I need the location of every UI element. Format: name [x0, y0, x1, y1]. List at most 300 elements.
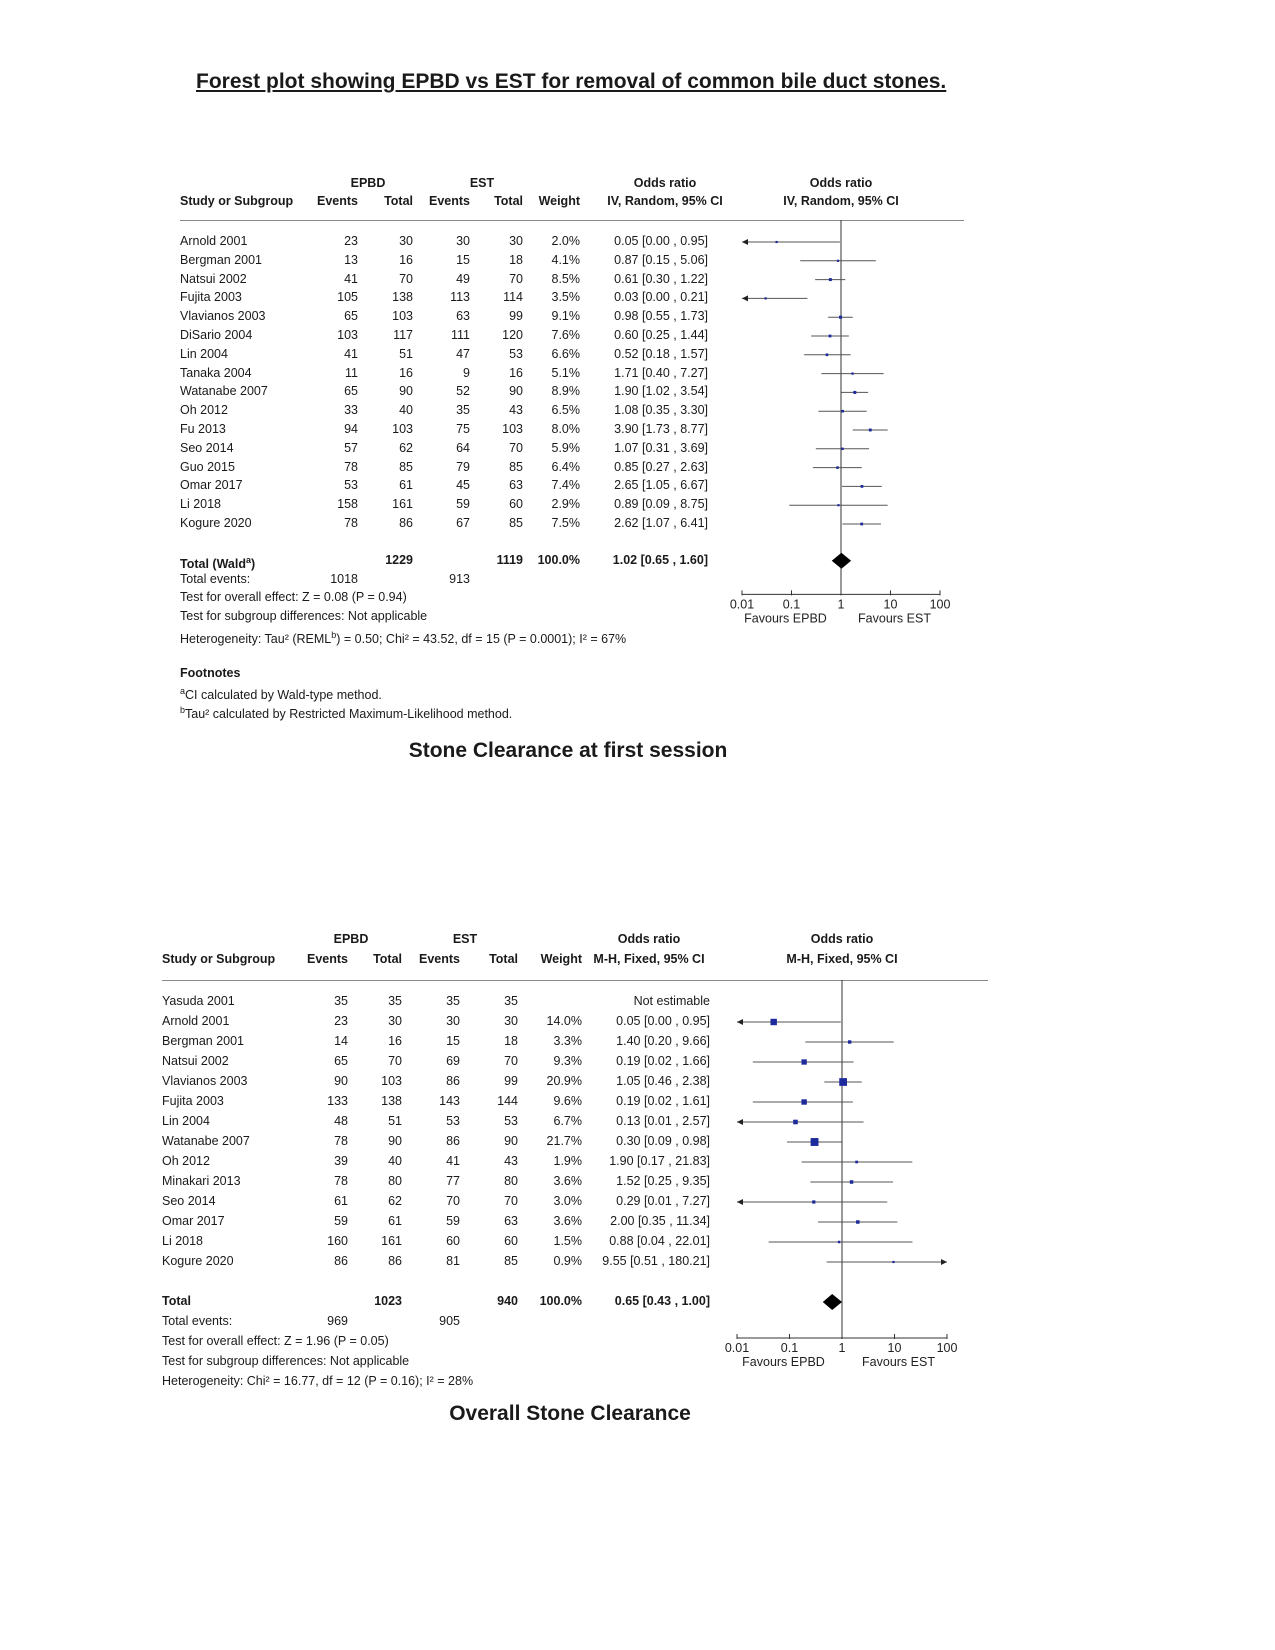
- x-axis-tick-label: 100: [936, 1341, 958, 1355]
- page-title: Forest plot showing EPBD vs EST for removal of common bile duct stones.: [196, 70, 947, 93]
- study-name: Kogure 2020: [180, 516, 252, 530]
- total-est: 144: [497, 1094, 518, 1108]
- total-events-est: 913: [449, 571, 470, 586]
- study-name: Fujita 2003: [162, 1094, 224, 1108]
- study-name: Oh 2012: [180, 403, 228, 418]
- events-est: 9: [463, 365, 470, 380]
- ci-right-arrow: [941, 1259, 947, 1265]
- caption-overall-clearance: Overall Stone Clearance: [449, 1402, 691, 1425]
- total-est: 99: [504, 1074, 518, 1088]
- study-odds-ratio-ci: 0.29 [0.01 , 7.27]: [616, 1194, 710, 1208]
- point-estimate-square: [853, 391, 856, 394]
- total-est: 16: [509, 365, 523, 380]
- header-total-est: Total: [489, 952, 518, 966]
- point-estimate-square: [841, 410, 844, 413]
- total-est: 90: [504, 1134, 518, 1148]
- header-group-epbd: EPBD: [350, 176, 386, 190]
- study-odds-ratio-ci: 1.05 [0.46 , 2.38]: [616, 1074, 710, 1088]
- events-est: 67: [456, 516, 470, 530]
- point-estimate-square: [860, 523, 863, 526]
- header-study: Study or Subgroup: [162, 952, 276, 966]
- total-epbd: 117: [393, 328, 413, 342]
- total-epbd: 40: [388, 1154, 402, 1168]
- forest-plot-first-session: [180, 176, 980, 736]
- favours-left-label: Favours EPBD: [744, 611, 827, 626]
- study-odds-ratio-ci: 1.08 [0.35 , 3.30]: [614, 403, 708, 418]
- study-weight: 7.4%: [551, 478, 580, 493]
- x-axis-tick-label: 0.1: [782, 597, 801, 612]
- total-est: 63: [504, 1214, 518, 1228]
- total-n-est: 1119: [496, 552, 523, 567]
- header-weight: Weight: [540, 952, 582, 966]
- point-estimate-square: [837, 504, 839, 506]
- total-epbd: 103: [392, 422, 413, 436]
- favours-left-label: Favours EPBD: [742, 1355, 825, 1369]
- events-est: 49: [456, 271, 470, 286]
- point-estimate-square: [856, 1220, 860, 1224]
- test-overall-effect: Test for overall effect: Z = 1.96 (P = 0.05): [162, 1334, 389, 1348]
- study-name: Guo 2015: [180, 459, 235, 474]
- study-weight: 6.7%: [553, 1114, 582, 1128]
- events-epbd: 41: [344, 346, 358, 361]
- total-epbd: 16: [388, 1034, 402, 1048]
- total-epbd: 16: [399, 252, 413, 267]
- study-name: Fu 2013: [180, 422, 226, 436]
- events-est: 111: [450, 328, 470, 342]
- header-study: Study or Subgroup: [180, 194, 294, 208]
- events-est: 15: [446, 1034, 460, 1048]
- events-epbd: 23: [334, 1014, 348, 1028]
- events-epbd: 133: [327, 1094, 348, 1108]
- header-group-epbd: EPBD: [333, 932, 369, 946]
- x-axis-tick-label: 1: [837, 597, 845, 612]
- total-events-label: Total events:: [180, 571, 251, 586]
- point-estimate-square: [836, 466, 839, 469]
- test-overall-effect: Test for overall effect: Z = 0.08 (P = 0.94): [180, 590, 407, 605]
- point-estimate-square: [838, 1241, 840, 1243]
- total-events-epbd: 969: [327, 1314, 348, 1328]
- study-weight: 4.1%: [551, 252, 580, 267]
- total-est: 99: [509, 309, 523, 324]
- footnote-b-text: Tau² calculated by Restricted Maximum-Likelihood method.: [185, 707, 513, 722]
- total-epbd: 62: [399, 440, 413, 455]
- study-odds-ratio-ci: 0.05 [0.00 , 0.95]: [616, 1014, 710, 1028]
- point-estimate-square: [770, 1019, 776, 1025]
- study-odds-ratio-ci: 1.71 [0.40 , 7.27]: [614, 365, 708, 380]
- study-weight: 9.6%: [553, 1094, 582, 1108]
- header-total-est: Total: [494, 194, 523, 208]
- events-epbd: 61: [334, 1194, 348, 1208]
- study-odds-ratio-ci: 0.03 [0.00 , 0.21]: [614, 290, 708, 305]
- total-epbd: 30: [388, 1014, 402, 1028]
- total-n-epbd: 1229: [385, 552, 413, 567]
- events-est: 70: [446, 1194, 460, 1208]
- point-estimate-square: [775, 241, 777, 243]
- total-est: 35: [504, 994, 518, 1008]
- events-epbd: 158: [337, 497, 358, 512]
- total-epbd: 62: [388, 1194, 402, 1208]
- study-name: Yasuda 2001: [162, 994, 235, 1008]
- total-n-epbd: 1023: [374, 1294, 402, 1308]
- point-estimate-square: [826, 354, 829, 357]
- events-epbd: 78: [344, 516, 358, 530]
- x-axis-tick-label: 0.1: [780, 1341, 799, 1355]
- study-name: Natsui 2002: [180, 271, 247, 286]
- total-est: 70: [504, 1054, 518, 1068]
- ci-left-arrow: [737, 1019, 743, 1025]
- study-weight: 6.6%: [551, 346, 580, 361]
- point-estimate-square: [851, 372, 853, 374]
- study-odds-ratio-ci: 2.00 [0.35 , 11.34]: [610, 1214, 710, 1228]
- total-est: 30: [509, 234, 523, 248]
- study-odds-ratio-ci: 0.60 [0.25 , 1.44]: [614, 328, 708, 342]
- point-estimate-square: [841, 448, 843, 450]
- events-est: 30: [446, 1014, 460, 1028]
- total-epbd: 80: [388, 1174, 402, 1188]
- events-epbd: 65: [344, 309, 358, 324]
- study-name: Lin 2004: [162, 1114, 210, 1128]
- study-odds-ratio-ci: 0.88 [0.04 , 22.01]: [609, 1234, 710, 1248]
- events-est: 41: [446, 1154, 460, 1168]
- study-odds-ratio-ci: 0.13 [0.01 , 2.57]: [616, 1114, 710, 1128]
- favours-right-label: Favours EST: [858, 611, 931, 626]
- total-weight: 100.0%: [539, 1294, 582, 1308]
- events-est: 113: [450, 290, 470, 305]
- events-epbd: 78: [334, 1134, 348, 1148]
- events-est: 35: [456, 403, 470, 418]
- header-plot-method: M-H, Fixed, 95% CI: [786, 952, 898, 966]
- events-est: 75: [456, 422, 470, 436]
- events-est: 15: [456, 252, 470, 267]
- total-est: 85: [509, 516, 523, 530]
- test-subgroup-differences: Test for subgroup differences: Not applicable: [162, 1354, 410, 1368]
- header-or-method: M-H, Fixed, 95% CI: [593, 952, 705, 966]
- study-odds-ratio-ci: 1.40 [0.20 , 9.66]: [616, 1034, 710, 1048]
- total-events-est: 905: [439, 1314, 460, 1328]
- total-est: 70: [509, 271, 523, 286]
- study-odds-ratio-ci: 0.05 [0.00 , 0.95]: [614, 234, 708, 248]
- heterogeneity-text: Heterogeneity: Chi² = 16.77, df = 12 (P = 0.16); I² = 28%: [162, 1374, 474, 1388]
- total-est: 80: [504, 1174, 518, 1188]
- study-name: Vlavianos 2003: [180, 309, 266, 324]
- total-est: 53: [504, 1114, 518, 1128]
- study-weight: 3.0%: [553, 1194, 582, 1208]
- study-odds-ratio-ci: 9.55 [0.51 , 180.21]: [602, 1254, 710, 1268]
- total-label-text: Total (Wald: [180, 556, 246, 571]
- study-name: Tanaka 2004: [180, 365, 252, 380]
- total-weight: 100.0%: [537, 552, 580, 567]
- total-epbd: 86: [399, 516, 413, 530]
- total-epbd: 138: [381, 1094, 402, 1108]
- point-estimate-square: [837, 260, 839, 262]
- footnotes-title: Footnotes: [180, 665, 241, 680]
- events-epbd: 105: [337, 290, 358, 305]
- header-plot-method: IV, Random, 95% CI: [783, 194, 899, 208]
- study-name: Arnold 2001: [180, 234, 248, 248]
- study-name: Seo 2014: [162, 1194, 216, 1208]
- total-label-footnote-mark: a: [245, 554, 251, 565]
- study-name: Minakari 2013: [162, 1174, 241, 1188]
- study-name: DiSario 2004: [180, 328, 253, 342]
- point-estimate-square: [850, 1180, 854, 1184]
- study-weight: 2.9%: [551, 497, 580, 512]
- study-name: Seo 2014: [180, 440, 234, 455]
- study-odds-ratio-ci: 1.52 [0.25 , 9.35]: [616, 1174, 710, 1188]
- study-name: Vlavianos 2003: [162, 1074, 248, 1088]
- header-plot-odds-ratio: Odds ratio: [810, 932, 874, 946]
- study-weight: 21.7%: [546, 1134, 582, 1148]
- events-est: 86: [446, 1134, 460, 1148]
- forest-graphic: [162, 932, 994, 1412]
- events-epbd: 48: [334, 1114, 348, 1128]
- total-epbd: 51: [388, 1114, 402, 1128]
- events-epbd: 103: [337, 328, 358, 342]
- study-weight: 3.6%: [553, 1214, 582, 1228]
- events-epbd: 57: [344, 440, 358, 455]
- total-est: 85: [504, 1254, 518, 1268]
- study-name: Natsui 2002: [162, 1054, 229, 1068]
- events-est: 59: [456, 497, 470, 512]
- ci-left-arrow: [742, 295, 748, 301]
- events-est: 81: [446, 1254, 460, 1268]
- header-odds-ratio: Odds ratio: [617, 932, 681, 946]
- total-epbd: 90: [388, 1134, 402, 1148]
- total-epbd: 40: [399, 403, 413, 418]
- study-name: Omar 2017: [162, 1214, 225, 1228]
- favours-right-label: Favours EST: [862, 1355, 935, 1369]
- study-weight: 8.9%: [551, 384, 580, 399]
- header-total-epbd: Total: [384, 194, 413, 208]
- total-epbd: 16: [399, 365, 413, 380]
- total-n-est: 940: [497, 1294, 518, 1308]
- study-name: Bergman 2001: [162, 1034, 245, 1048]
- study-name: Li 2018: [180, 497, 222, 512]
- ci-left-arrow: [742, 239, 748, 245]
- point-estimate-square: [801, 1099, 806, 1104]
- study-name: Watanabe 2007: [180, 384, 268, 399]
- study-name: Arnold 2001: [162, 1014, 230, 1028]
- study-weight: 3.3%: [553, 1034, 582, 1048]
- ci-left-arrow: [737, 1199, 743, 1205]
- study-odds-ratio-ci: 2.62 [1.07 , 6.41]: [614, 516, 708, 530]
- study-weight: 3.5%: [551, 290, 580, 305]
- header-events-epbd: Events: [307, 952, 348, 966]
- forest-plot-overall-clearance: [162, 932, 994, 1412]
- point-estimate-square: [812, 1200, 815, 1203]
- study-weight: 0.9%: [553, 1254, 582, 1268]
- events-est: 35: [446, 994, 460, 1008]
- study-weight: 5.9%: [551, 440, 580, 455]
- total-epbd: 30: [399, 234, 413, 248]
- header-group-est: EST: [452, 932, 478, 946]
- study-name: Omar 2017: [180, 478, 243, 493]
- study-odds-ratio-ci: 1.90 [0.17 , 21.83]: [609, 1154, 710, 1168]
- footnote-a-mark: a: [180, 686, 186, 697]
- study-weight: 8.5%: [551, 271, 580, 286]
- events-epbd: 53: [344, 478, 358, 493]
- total-epbd: 138: [392, 290, 413, 305]
- events-epbd: 78: [334, 1174, 348, 1188]
- header-events-epbd: Events: [317, 194, 358, 208]
- events-est: 77: [446, 1174, 460, 1188]
- total-epbd: 103: [381, 1074, 402, 1088]
- study-weight: 3.6%: [553, 1174, 582, 1188]
- header-group-est: EST: [469, 176, 495, 190]
- events-est: 60: [446, 1234, 460, 1248]
- study-name: Kogure 2020: [162, 1254, 234, 1268]
- study-odds-ratio-ci: 0.85 [0.27 , 2.63]: [614, 459, 708, 474]
- study-odds-ratio-ci: 0.19 [0.02 , 1.61]: [616, 1094, 710, 1108]
- events-est: 143: [439, 1094, 460, 1108]
- study-odds-ratio-ci: 0.19 [0.02 , 1.66]: [616, 1054, 710, 1068]
- total-est: 103: [502, 422, 523, 436]
- study-weight: 6.5%: [551, 403, 580, 418]
- total-est: 63: [509, 478, 523, 493]
- total-est: 85: [509, 459, 523, 474]
- point-estimate-square: [829, 278, 832, 281]
- study-odds-ratio-ci: 0.98 [0.55 , 1.73]: [614, 309, 708, 324]
- events-est: 47: [456, 346, 470, 361]
- point-estimate-square: [839, 316, 842, 319]
- point-estimate-square: [839, 1078, 847, 1086]
- total-epbd: 90: [399, 384, 413, 399]
- study-odds-ratio-ci: 0.30 [0.09 , 0.98]: [616, 1134, 710, 1148]
- total-epbd: 161: [392, 497, 413, 512]
- study-weight: 14.0%: [546, 1014, 582, 1028]
- total-epbd: 103: [392, 309, 413, 324]
- header-odds-ratio: Odds ratio: [633, 176, 697, 190]
- footnote-b-mark: b: [180, 705, 186, 716]
- events-est: 69: [446, 1054, 460, 1068]
- events-est: 64: [456, 440, 470, 455]
- events-epbd: 94: [344, 422, 358, 436]
- pooled-estimate-diamond: [832, 553, 851, 569]
- events-est: 59: [446, 1214, 460, 1228]
- x-axis-tick-label: 0.01: [724, 1341, 750, 1355]
- total-epbd: 51: [399, 346, 413, 361]
- events-est: 79: [456, 459, 470, 474]
- point-estimate-square: [861, 485, 864, 488]
- study-name: Oh 2012: [162, 1154, 210, 1168]
- events-epbd: 14: [334, 1034, 348, 1048]
- events-est: 86: [446, 1074, 460, 1088]
- events-epbd: 90: [334, 1074, 348, 1088]
- total-epbd: 86: [388, 1254, 402, 1268]
- test-subgroup-differences: Test for subgroup differences: Not applicable: [180, 609, 428, 624]
- study-weight: 1.9%: [553, 1154, 582, 1168]
- total-events-label: Total events:: [162, 1314, 233, 1328]
- point-estimate-square: [765, 297, 767, 299]
- study-weight: 1.5%: [553, 1234, 582, 1248]
- events-epbd: 35: [334, 994, 348, 1008]
- total-odds-ratio-ci: 0.65 [0.43 , 1.00]: [614, 1294, 710, 1308]
- total-est: 114: [503, 290, 523, 305]
- events-epbd: 13: [344, 252, 358, 267]
- point-estimate-square: [855, 1161, 858, 1164]
- study-odds-ratio-ci: 0.89 [0.09 , 8.75]: [614, 497, 708, 512]
- study-odds-ratio-ci: Not estimable: [633, 994, 710, 1008]
- total-est: 53: [509, 346, 523, 361]
- events-epbd: 39: [334, 1154, 348, 1168]
- x-axis-tick-label: 10: [883, 597, 898, 612]
- total-est: 18: [504, 1034, 518, 1048]
- total-epbd: 35: [388, 994, 402, 1008]
- study-name: Watanabe 2007: [162, 1134, 250, 1148]
- total-odds-ratio-ci: 1.02 [0.65 , 1.60]: [612, 552, 708, 567]
- events-epbd: 65: [344, 384, 358, 399]
- heterogeneity-footnote-mark: b: [331, 630, 337, 640]
- total-epbd: 61: [388, 1214, 402, 1228]
- total-label-end: ): [250, 556, 256, 571]
- header-plot-odds-ratio: Odds ratio: [809, 176, 873, 190]
- study-name: Lin 2004: [180, 346, 228, 361]
- events-epbd: 86: [334, 1254, 348, 1268]
- forest-graphic: [180, 176, 980, 736]
- total-est: 18: [509, 252, 523, 267]
- events-epbd: 59: [334, 1214, 348, 1228]
- study-weight: 7.5%: [551, 516, 580, 530]
- study-odds-ratio-ci: 2.65 [1.05 , 6.67]: [614, 478, 708, 493]
- header-events-est: Events: [429, 194, 470, 208]
- total-label-text: Total: [162, 1294, 191, 1308]
- events-epbd: 160: [327, 1234, 348, 1248]
- study-name: Bergman 2001: [180, 252, 263, 267]
- study-weight: 5.1%: [551, 365, 580, 380]
- heterogeneity-text-end: ) = 0.50; Chi² = 43.52, df = 15 (P = 0.0001); I² = 67%: [336, 632, 627, 647]
- total-est: 43: [509, 403, 523, 418]
- total-est: 90: [509, 384, 523, 399]
- total-epbd: 85: [399, 459, 413, 474]
- point-estimate-square: [869, 429, 872, 432]
- total-epbd: 161: [381, 1234, 402, 1248]
- total-est: 120: [502, 328, 523, 342]
- x-axis-tick-label: 10: [887, 1341, 902, 1355]
- total-est: 60: [509, 497, 523, 512]
- caption-first-session: Stone Clearance at first session: [408, 739, 728, 762]
- total-epbd: 70: [399, 271, 413, 286]
- events-epbd: 65: [334, 1054, 348, 1068]
- x-axis-tick-label: 100: [929, 597, 951, 612]
- study-weight: 9.3%: [553, 1054, 582, 1068]
- study-weight: 6.4%: [551, 459, 580, 474]
- events-est: 53: [446, 1114, 460, 1128]
- study-name: Li 2018: [162, 1234, 204, 1248]
- total-epbd: 70: [388, 1054, 402, 1068]
- x-axis-tick-label: 1: [838, 1341, 846, 1355]
- study-weight: 20.9%: [546, 1074, 582, 1088]
- pooled-estimate-diamond: [823, 1294, 842, 1310]
- header-total-epbd: Total: [373, 952, 402, 966]
- events-est: 45: [456, 478, 470, 493]
- study-odds-ratio-ci: 1.90 [1.02 , 3.54]: [614, 384, 708, 399]
- events-epbd: 11: [345, 365, 358, 380]
- total-epbd: 61: [399, 478, 413, 493]
- total-est: 70: [504, 1194, 518, 1208]
- header-events-est: Events: [419, 952, 460, 966]
- footnote-a-text: CI calculated by Wald-type method.: [185, 688, 382, 703]
- study-odds-ratio-ci: 0.61 [0.30 , 1.22]: [614, 271, 708, 286]
- ci-left-arrow: [737, 1119, 743, 1125]
- heterogeneity-text: Heterogeneity: Tau² (REML: [180, 632, 332, 647]
- point-estimate-square: [848, 1040, 851, 1043]
- point-estimate-square: [793, 1120, 798, 1125]
- point-estimate-square: [829, 335, 832, 338]
- events-epbd: 41: [344, 271, 358, 286]
- study-odds-ratio-ci: 0.52 [0.18 , 1.57]: [614, 346, 708, 361]
- events-est: 30: [456, 234, 470, 248]
- study-weight: 9.1%: [551, 309, 580, 324]
- header-weight: Weight: [538, 194, 580, 208]
